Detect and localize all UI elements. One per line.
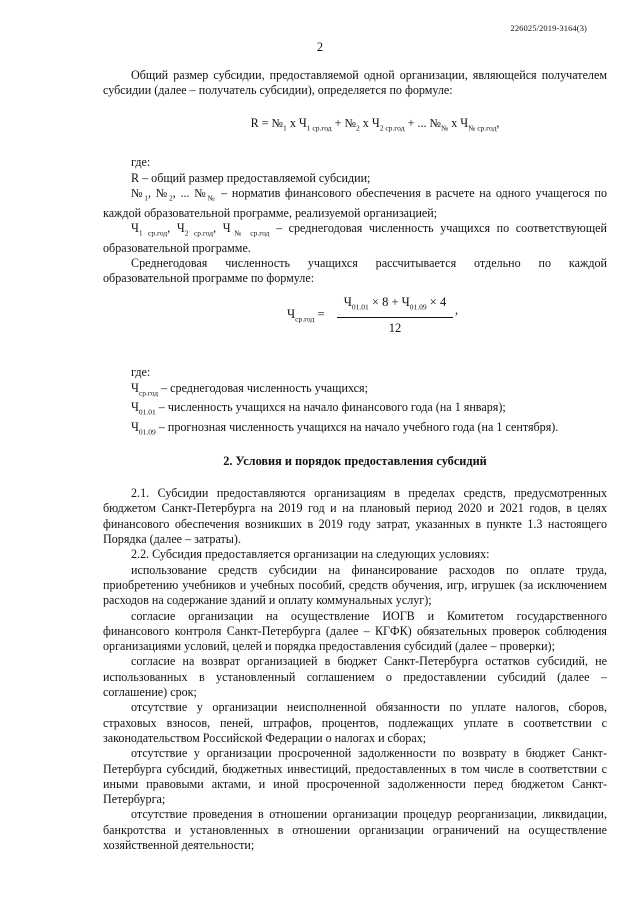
condition-3: согласие на возврат организацией в бюджет Санкт-Петербурга остатков субсидий, не использованных в установленный соглашением о предоставлении субсидий (далее – соглашение) срок; (103, 654, 607, 700)
condition-4: отсутствие у организации неисполненной обязанности по уплате налогов, сборов, страховых взносов, пеней, штрафов, процентов, подлежащих уплате в соответствии с законодательством Российской Федерации о налогах и сборах; (103, 700, 607, 745)
where-label-2: где: (131, 365, 151, 380)
definition-sep-count: $Ч_{01.09}$ – прогнозная численность учащихся на начало учебного года (на 1 сентября). (131, 420, 559, 437)
condition-6: отсутствие проведения в отношении организации процедур реорганизации, ликвидации, банкротства и установленных в отношении организации ограничений на осуществление хозяйственной деятельности; (103, 807, 607, 853)
definition-avg-count: $Ч_{1 ср.год}$, $Ч_{2 ср.год}$, $Ч_{№ ср.год}$ – среднегодовая численность учащихся по соответствующей образовательной программе. (103, 220, 607, 255)
formula-comma: , (455, 303, 459, 318)
formula-denominator: 12 (388, 321, 402, 336)
where-label-1: где: (131, 155, 151, 170)
formula-subsidy-total: $R = №_1$ х $Ч_{1 ср.год}$ + $№_2$ х $Ч_{2 ср.год}$ + ... $№_№$ х $Ч_{№ ср.год}$, (250, 115, 500, 132)
paragraph-avg-formula: Среднегодовая численность учащихся рассчитывается отдельно по каждой образовательной программе по формуле: (103, 255, 607, 286)
condition-2: согласие организации на осуществление ИОГВ и Комитетом государственного финансового контроля Санкт-Петербурга (далее – КГФК) обязательных проверок соблюдения организациями условий, целей и порядка предоставления субсидий (далее – проверки); (103, 608, 607, 654)
document-number: 226025/2019-3164(3) (510, 23, 587, 33)
definition-jan-count: $Ч_{01.01}$ – численность учащихся на начало финансового года (на 1 января); (131, 400, 506, 417)
definition-normative: $№_1$, $№_2$, ... $№_№$ – норматив финансового обеспечения в расчете на одного учащегося по каждой образовательной программе, реализуемой организацией; (103, 185, 607, 220)
document-body (103, 68, 607, 853)
paragraph-2-1: 2.1. Субсидии предоставляются организациям в пределах средств, предусмотренных бюджетом Санкт-Петербурга на 2019 год и на плановый период 2020 и 2021 годов, в целях финансового обеспечения возникших в 2019 году затрат, указанных в пункте 1.3 настоящего Порядка (далее – затраты). (103, 486, 607, 547)
formula-fraction (337, 295, 453, 336)
formula-lhs: $Ч_{ср.год}$ = (287, 307, 325, 324)
paragraph-2-2: 2.2. Субсидия предоставляется организации на следующих условиях: (131, 547, 490, 562)
formula-avg-annual (103, 295, 607, 345)
definition-avg-annual: $Ч_{ср.год}$ – среднегодовая численность учащихся; (131, 380, 368, 398)
definition-r: R – общий размер предоставляемой субсидии; (131, 170, 371, 185)
page-number: 2 (316, 40, 324, 54)
condition-5: отсутствие у организации просроченной задолженности по возврату в бюджет Санкт-Петербурга субсидий, бюджетных инвестиций, предоставленных в том числе в соответствии с иными правовыми актами, и иной просроченной задолженности перед бюджетом Санкт-Петербурга; (103, 746, 607, 807)
paragraph-intro: Общий размер субсидии, предоставляемой одной организации, являющейся получателем субсидии (далее – получатель субсидии), определяется по формуле: (103, 68, 607, 98)
section-heading: 2. Условия и порядок предоставления субсидий (223, 453, 487, 468)
formula-numerator: $Ч_{01.01} \times 8 + Ч_{01.09} \times 4$ (343, 295, 447, 312)
condition-1: использование средств субсидии на финансирование расходов по оплате труда, приобретению учебников и учебных пособий, средств обучения, игр, игрушек (за исключением расходов на содержание зданий и оплату коммунальных услуг); (103, 562, 607, 608)
fraction-bar (337, 317, 453, 318)
